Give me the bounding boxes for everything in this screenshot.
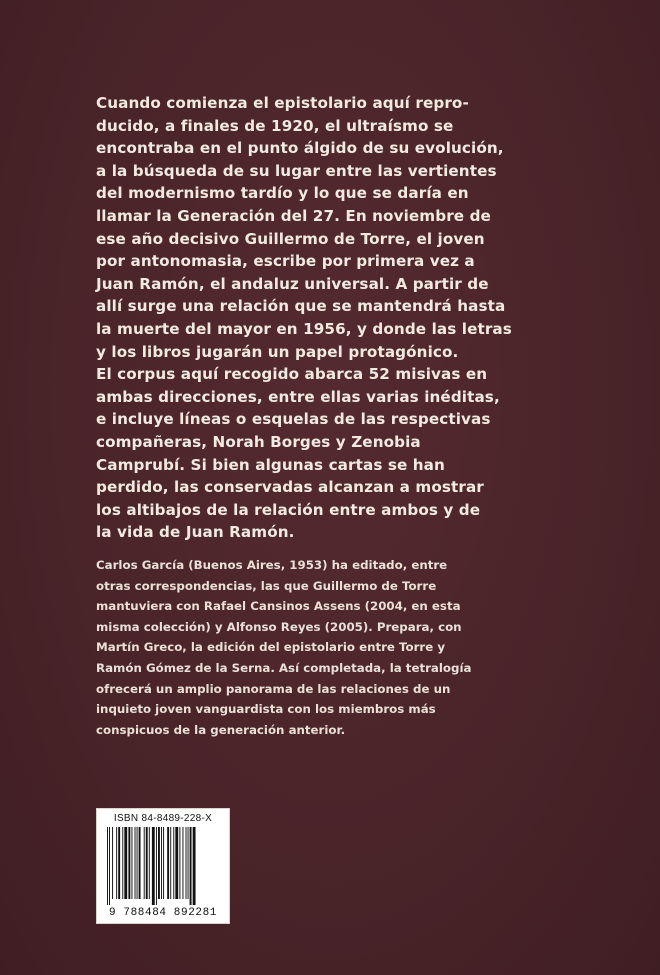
barcode-bar xyxy=(152,827,155,905)
barcode-bar xyxy=(118,827,120,899)
synopsis-line: los altibajos de la relación entre ambos y de xyxy=(96,500,481,519)
synopsis-line: ese año decisivo Guillermo de Torre, el joven xyxy=(96,229,485,248)
barcode-bar xyxy=(182,827,183,899)
barcode-bar xyxy=(128,827,130,899)
synopsis-line: encontraba en el punto álgido de su evolución, xyxy=(96,139,504,158)
barcode-bar xyxy=(188,827,189,899)
synopsis-line: ambas direcciones, entre ellas varias inéditas, xyxy=(96,387,500,406)
barcode-bar xyxy=(175,827,178,899)
synopsis-paragraph xyxy=(96,92,516,544)
barcode-bar xyxy=(161,827,162,899)
synopsis-line: llamar la Generación del 27. En noviembre de xyxy=(96,206,491,225)
barcode-bar xyxy=(144,827,145,899)
bio-line: otras correspondencias, las que Guillermo de Torre xyxy=(96,578,437,593)
synopsis-line: Camprubí. Si bien algunas cartas se han xyxy=(96,455,445,474)
synopsis-line: Juan Ramón, el andaluz universal. A partir de xyxy=(96,274,489,293)
barcode-bar xyxy=(122,827,123,899)
barcode-bar xyxy=(193,827,196,905)
isbn-text: ISBN 84-8489-228-X xyxy=(113,813,213,824)
synopsis-line: y los libros jugarán un papel protagónico. xyxy=(96,342,459,361)
bio-line: Carlos García (Buenos Aires, 1953) ha editado, entre xyxy=(96,558,448,572)
barcode-bar xyxy=(124,827,127,899)
barcode-icon xyxy=(105,827,221,905)
barcode-bar xyxy=(163,827,164,899)
author-bio-paragraph xyxy=(96,555,536,740)
barcode-bar xyxy=(137,827,138,899)
bio-line: Ramón Gómez de la Serna. Así completada, la tetralogía xyxy=(96,660,472,675)
synopsis-line: compañeras, Norah Borges y Zenobia xyxy=(96,432,421,451)
barcode-bar xyxy=(170,827,171,899)
synopsis-line: El corpus aquí recogido abarca 52 misivas en xyxy=(96,365,488,384)
bio-line: inquieto joven vanguardista con los miembros más xyxy=(96,702,436,717)
bio-line: Martín Greco, la edición del epistolario entre Torre y xyxy=(96,640,446,655)
synopsis-line: e incluye líneas o esquelas de las respectivas xyxy=(96,410,491,429)
barcode-bar xyxy=(173,827,174,899)
bio-line: conspicuos de la generación anterior. xyxy=(96,722,346,737)
barcode-bar xyxy=(179,827,180,899)
barcode-bar xyxy=(190,827,192,905)
barcode-bar xyxy=(135,827,136,899)
barcode-bar xyxy=(186,827,187,899)
barcode-bar xyxy=(158,827,160,899)
synopsis-line: por antonomasia, escribe por primera vez a xyxy=(96,252,475,271)
synopsis-line: a la búsqueda de su lugar entre las vertientes xyxy=(96,161,497,180)
barcode-bar xyxy=(156,827,157,905)
barcode-label xyxy=(96,808,230,924)
synopsis-line: ducido, a finales de 1920, el ultraísmo se xyxy=(96,116,454,135)
bio-line: misma colección) y Alfonso Reyes (2005). Prepara, con xyxy=(96,619,462,634)
barcode-bar xyxy=(107,827,108,905)
barcode-bar xyxy=(116,827,117,899)
ean-number: 9 788484 892281 xyxy=(108,907,218,919)
synopsis-line: Cuando comienza el epistolario aquí repro- xyxy=(96,94,469,112)
barcode-bar xyxy=(109,827,110,905)
barcode-bar xyxy=(167,827,169,899)
bio-line: ofrecerá un amplio panorama de las relaciones de un xyxy=(96,681,451,696)
synopsis-line: la muerte del mayor en 1956, y donde las letras xyxy=(96,319,512,338)
barcode-bar xyxy=(112,827,113,899)
synopsis-line: allí surge una relación que se mantendrá hasta xyxy=(96,297,506,316)
barcode-bar xyxy=(139,827,141,899)
synopsis-line: perdido, las conservadas alcanzan a mostrar xyxy=(96,478,484,497)
synopsis-line: del modernismo tardío y lo que se daría en xyxy=(96,184,469,203)
bio-line: mantuviera con Rafael Cansinos Assens (2004, en esta xyxy=(96,599,461,614)
synopsis-line: la vida de Juan Ramón. xyxy=(96,523,295,542)
barcode-bar xyxy=(149,827,150,899)
barcode-bar xyxy=(131,827,132,899)
barcode-bar xyxy=(146,827,148,899)
